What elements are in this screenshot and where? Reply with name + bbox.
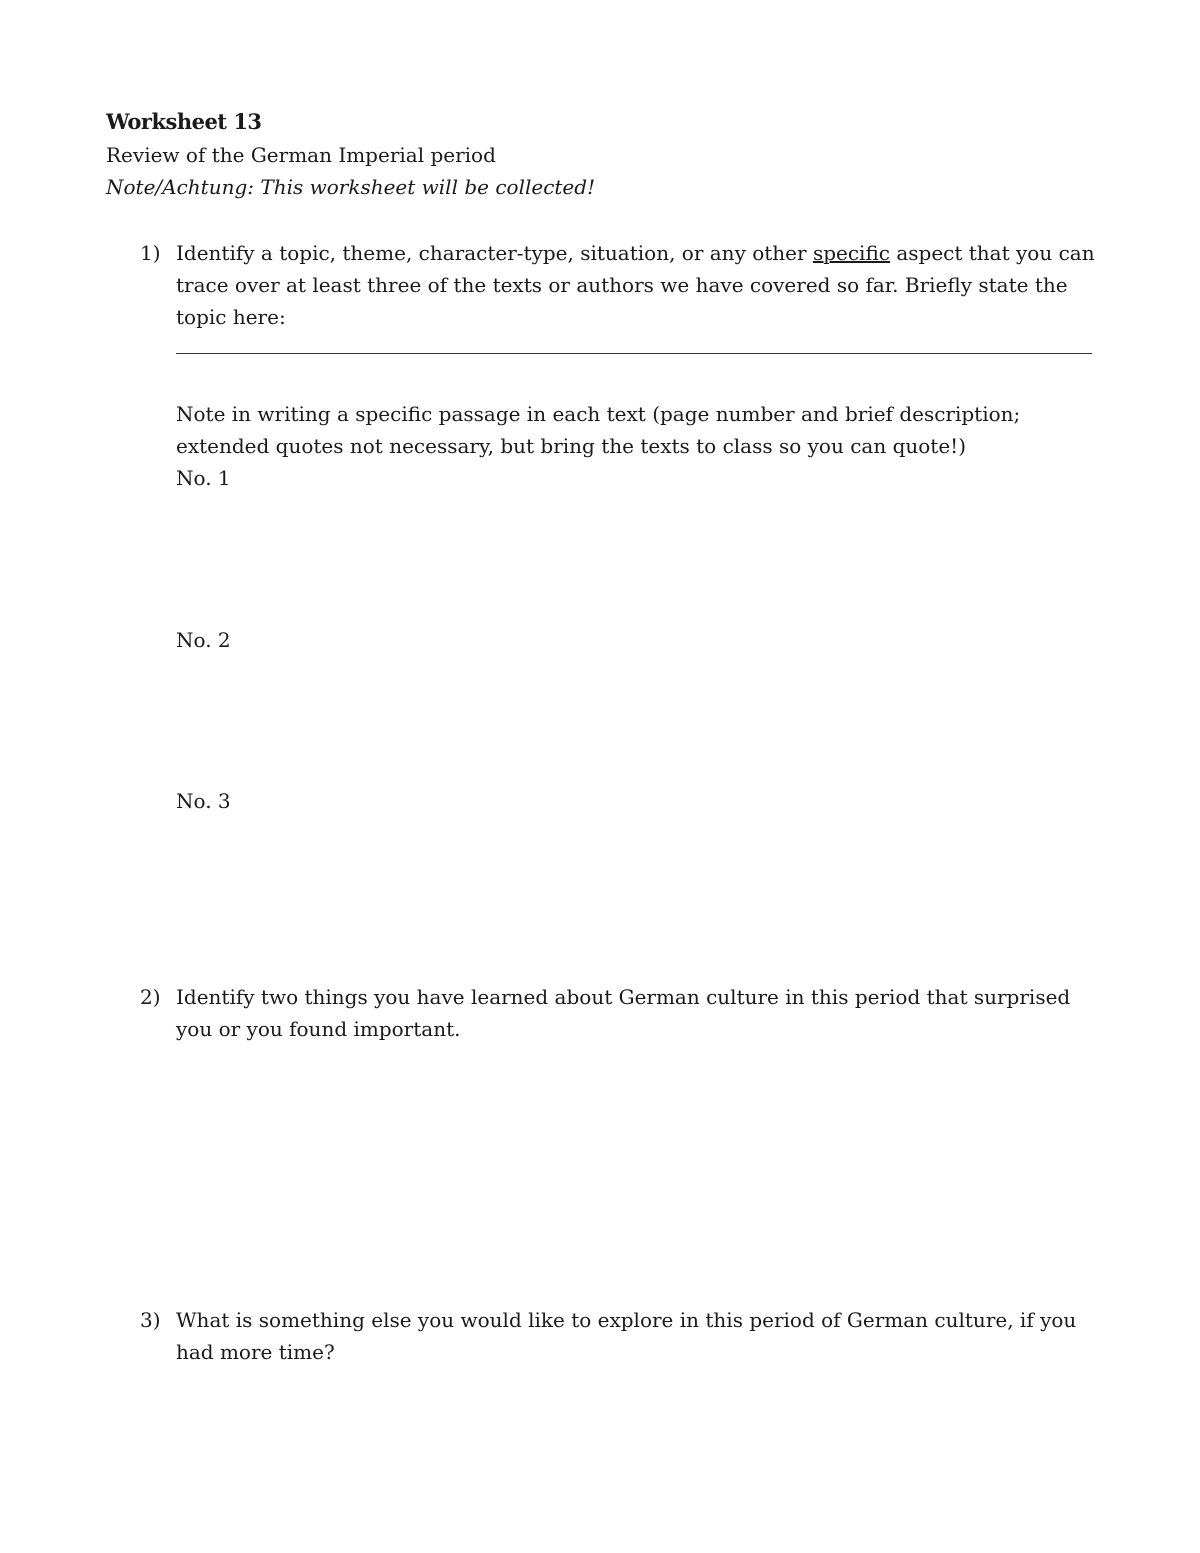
passage-entry-1: No. 1: [176, 466, 231, 490]
question-3-number: 3): [140, 1308, 161, 1332]
worksheet-subtitle: Review of the German Imperial period: [106, 143, 496, 167]
passage-entry-3: No. 3: [176, 789, 231, 813]
question-1-instruction: Note in writing a specific passage in each text (page number and brief description; extended quotes not necessary, but bring the texts to class so you can quote!): [176, 402, 1021, 458]
question-1-number: 1): [140, 241, 161, 265]
question-3-text: What is something else you would like to explore in this period of German culture, if you had more time?: [176, 1308, 1077, 1364]
question-1-text-end: aspect that you can trace over at least three of the texts or authors we have covered so far. Briefly state the topic here:: [176, 241, 1095, 329]
question-2-number: 2): [140, 985, 161, 1009]
question-1-text-start: Identify a topic, theme, character-type, situation, or any other: [176, 241, 813, 265]
question-1-text: [176, 237, 1096, 333]
worksheet-title: Worksheet 13: [106, 109, 262, 134]
question-2-text: Identify two things you have learned about German culture in this period that surprised you or you found important.: [176, 985, 1071, 1041]
passage-entry-2: No. 2: [176, 628, 231, 652]
collection-note: Note/Achtung: This worksheet will be collected!: [106, 175, 596, 199]
topic-answer-line[interactable]: [176, 353, 1092, 354]
question-1-emphasis: specific: [812, 241, 890, 265]
